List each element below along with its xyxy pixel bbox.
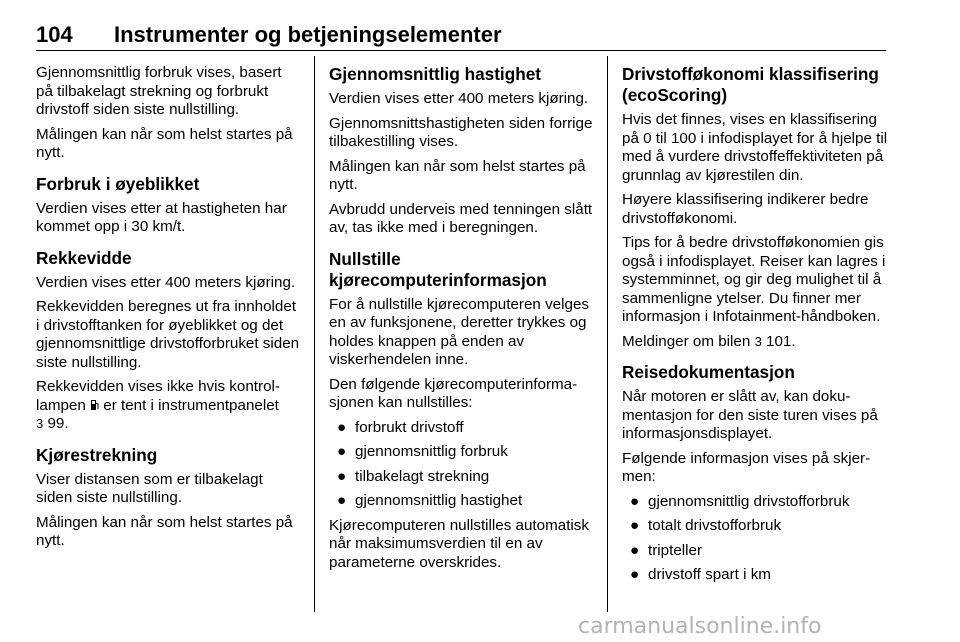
list-item: ● drivstoff spart i km <box>630 566 771 583</box>
watermark: carmanualsonline.info <box>578 614 822 639</box>
section-heading-nullstille: Nullstille kjørecomputerinformasjon <box>329 248 547 290</box>
column-1 <box>36 64 300 557</box>
paragraph <box>622 333 888 352</box>
paragraph: Målingen kan når som helst startes på nytt. <box>36 125 293 161</box>
paragraph: Verdien vises etter 400 meters kjøring. <box>329 90 589 107</box>
column-divider-2 <box>607 56 608 612</box>
section-heading-reisedokumentasjon: Reisedokumentasjon <box>622 362 795 382</box>
header-divider <box>36 50 886 51</box>
bullet-icon: ● <box>630 541 640 559</box>
paragraph: For å nullstille kjørecomputeren velges en av funksjonene, deretter trykkes og holdes knappen på enden av viskerhendelen inne. <box>329 295 589 368</box>
paragraph: Kjørecomputeren nullstilles automatisk når maksimumsverdien til en av parameterne overskrides. <box>329 516 589 571</box>
section-heading-hastighet: Gjennomsnittlig hastighet <box>329 64 541 84</box>
paragraph: Avbrudd underveis med tenningen slått av, tas ikke med i beregningen. <box>329 200 593 236</box>
section-heading-kjorestrekning: Kjørestrekning <box>36 444 158 465</box>
paragraph: Verdien vises etter at hastigheten har kommet opp i 30 km/t. <box>36 199 287 235</box>
paragraph: Tips for å bedre drivstofføkonomien gis også i infodisplayet. Reiser kan lagres i systemminnet, og gir deg mulighet til å sammenligne ytelser. Du finner mer informasjon i Infotainment-håndboken. <box>622 234 886 325</box>
list-item: ● totalt drivstofforbruk <box>630 517 782 534</box>
chapter-title: Instrumenter og betjeningselementer <box>114 22 502 47</box>
text-run: er tent i instrumentpanelet <box>103 396 279 414</box>
paragraph: Verdien vises etter 400 meters kjøring. <box>36 273 296 291</box>
bullet-icon: ● <box>630 492 640 510</box>
bullet-icon: ● <box>630 566 640 583</box>
list-item: ● gjennomsnittlig drivstofforbruk <box>630 492 850 510</box>
list-item: ● tilbakelagt strekning <box>337 467 490 485</box>
list-item: ● tripteller <box>630 541 703 559</box>
page-header <box>36 22 886 50</box>
reset-items-list <box>329 419 593 511</box>
column-2 <box>329 64 593 578</box>
section-heading-rekkevidde: Rekkevidde <box>36 247 132 268</box>
paragraph: Hvis det finnes, vises en klassifisering på 0 til 100 i infodisplayet for å hjelpe til med å vurdere drivstoffeffektiviteten på grunnlag av kjørestilen din. <box>622 111 888 184</box>
text-run: Rekkevidden vises ikke hvis kontrollampen <box>36 378 280 414</box>
page-reference[interactable]: 101. <box>766 332 796 350</box>
bullet-icon: ● <box>337 418 347 436</box>
paragraph: Gjennomsnittshastigheten siden forrige tilbakestilling vises. <box>329 114 593 150</box>
reference-arrow-icon: 3 <box>36 416 44 431</box>
page-reference[interactable]: 99. <box>47 415 69 432</box>
bullet-icon: ● <box>337 492 347 509</box>
section-heading-ecoscoring: Drivstofføkonomi klassifisering (ecoScoring) <box>622 64 879 105</box>
bullet-icon: ● <box>337 443 347 460</box>
list-item: ● forbrukt drivstoff <box>337 418 464 436</box>
paragraph <box>36 378 300 434</box>
paragraph: Gjennomsnittlig forbruk vises, basert på tilbakelagt strekning og forbrukt drivstoff siden siste nullstilling. <box>36 64 282 118</box>
bullet-icon: ● <box>630 517 640 534</box>
reference-arrow-icon: 3 <box>754 333 762 349</box>
section-heading-forbruk: Forbruk i øyeblikket <box>36 173 200 194</box>
paragraph: Rekkevidden beregnes ut fra innholdet i drivstofftanken for øyeblikket og det gjennomsnittlige drivstofforbruket siden siste nullstilling. <box>36 298 300 371</box>
column-3 <box>622 64 888 591</box>
trip-info-list <box>622 493 888 585</box>
paragraph: Målingen kan når som helst startes på nytt. <box>36 513 293 549</box>
paragraph: Følgende informasjon vises på skjermen: <box>622 449 871 485</box>
paragraph: Høyere klassifisering indikerer bedre drivstofføkonomi. <box>622 191 869 227</box>
paragraph: Målingen kan når som helst startes på nytt. <box>329 157 586 193</box>
list-item: ● gjennomsnittlig hastighet <box>337 492 523 509</box>
page-number: 104 <box>36 22 73 47</box>
paragraph: Når motoren er slått av, kan dokumentasjon for den siste turen vises på informasjonsdisplayet. <box>622 388 878 442</box>
fuel-warning-lamp-icon <box>90 399 99 411</box>
text-run: Meldinger om bilen <box>622 332 751 350</box>
paragraph: Viser distansen som er tilbakelagt siden siste nullstilling. <box>36 470 263 506</box>
list-item: ● gjennomsnittlig forbruk <box>337 443 508 460</box>
paragraph: Den følgende kjørecomputerinformasjonen kan nullstilles: <box>329 375 578 411</box>
bullet-icon: ● <box>337 467 347 485</box>
column-divider-1 <box>314 56 315 612</box>
